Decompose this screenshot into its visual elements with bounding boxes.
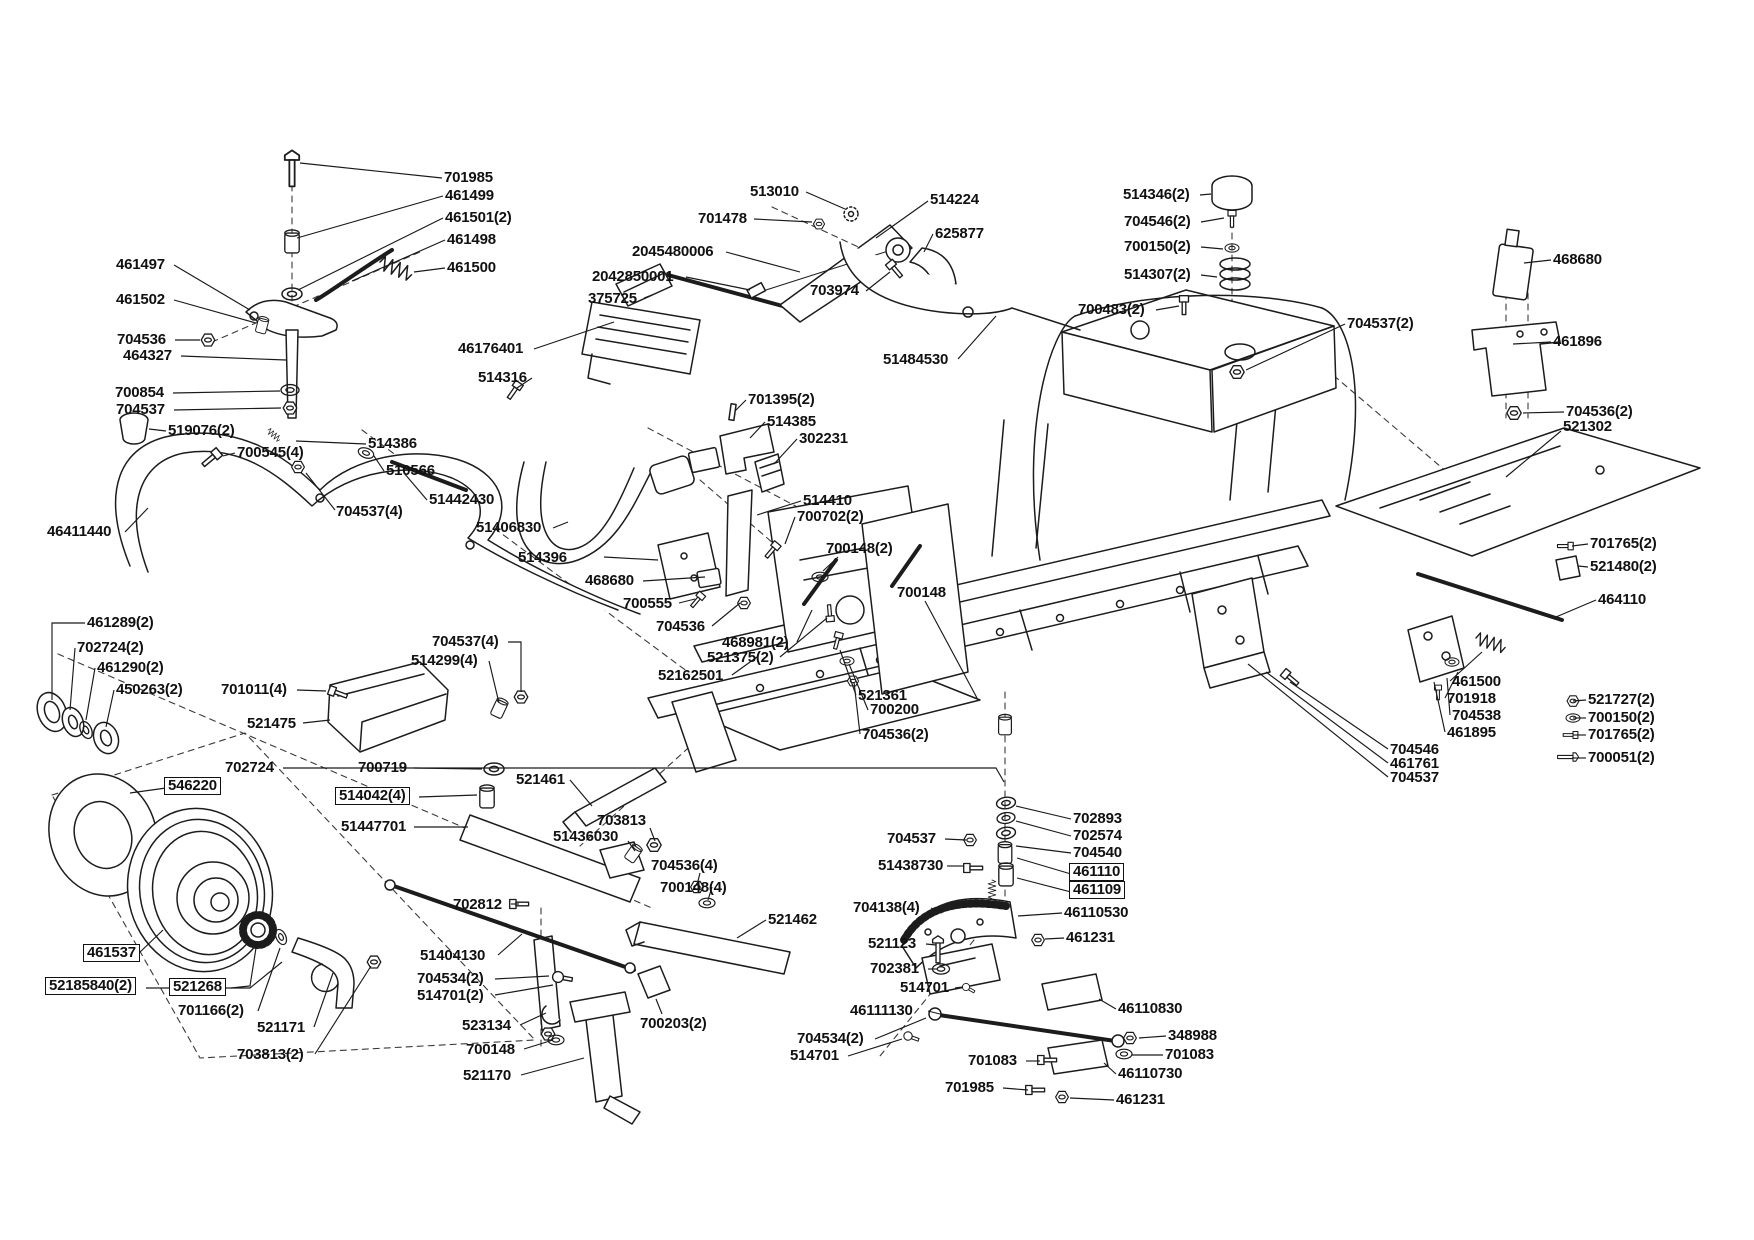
part-label-7001484: 700148(4) <box>660 879 727 896</box>
part-label-521170: 521170 <box>463 1067 512 1084</box>
part-label-7045374: 704537(4) <box>336 503 403 520</box>
part-label-7011662: 701166(2) <box>178 1002 244 1019</box>
leader-line <box>174 300 256 323</box>
part-label-51447701: 51447701 <box>341 818 407 835</box>
leader-line <box>174 408 281 410</box>
part-label-51436030: 51436030 <box>553 828 619 845</box>
part-label-7045362: 704536(2) <box>1566 403 1633 420</box>
leader-line <box>785 517 795 544</box>
part-label-7045374: 704537(4) <box>432 633 499 650</box>
leader-line <box>298 218 443 290</box>
leader-line <box>1290 682 1388 749</box>
part-label-702893: 702893 <box>1073 810 1122 827</box>
part-label-521302: 521302 <box>1563 418 1612 435</box>
part-label-514385: 514385 <box>767 413 816 430</box>
part-label-2045480006: 2045480006 <box>632 243 714 260</box>
part-label-7010114: 701011(4) <box>221 681 287 698</box>
part-label-514396: 514396 <box>518 549 567 566</box>
part-label-4502632: 450263(2) <box>116 681 183 698</box>
leader-line <box>656 999 662 1014</box>
part-label-7045372: 704537(2) <box>1347 315 1414 332</box>
leader-line <box>737 920 766 938</box>
part-label-2042850001: 2042850001 <box>592 268 674 285</box>
leader-line <box>315 966 371 1054</box>
part-label-7007022: 700702(2) <box>797 508 864 525</box>
part-label-700854: 700854 <box>115 384 164 401</box>
leader-line <box>1266 672 1388 763</box>
leader-line <box>125 508 148 532</box>
part-label-514224: 514224 <box>930 191 979 208</box>
leader-line <box>495 985 553 995</box>
leader-line <box>524 1040 553 1049</box>
part-label-521475: 521475 <box>247 715 296 732</box>
leader-line <box>1248 664 1388 777</box>
leader-line <box>173 391 280 393</box>
leader-line <box>679 599 695 603</box>
part-label-701083: 701083 <box>1165 1046 1214 1063</box>
part-label-461231: 461231 <box>1066 929 1115 946</box>
part-label-704538: 704538 <box>1452 707 1501 724</box>
leader-line <box>1045 938 1064 939</box>
part-label-514701: 514701 <box>900 979 949 996</box>
leader-line <box>231 948 256 988</box>
leader-line <box>643 577 705 581</box>
leader-line <box>712 603 740 626</box>
leader-line <box>414 268 445 272</box>
leader-line <box>1523 412 1564 413</box>
leader-line <box>757 501 801 515</box>
part-label-7001502: 700150(2) <box>1588 709 1655 726</box>
leader-line <box>1434 682 1445 732</box>
part-label-7027242: 702724(2) <box>77 639 144 656</box>
part-label-5142994: 514299(4) <box>411 652 478 669</box>
part-label-51442430: 51442430 <box>429 491 495 508</box>
part-label-701083: 701083 <box>968 1052 1017 1069</box>
leader-line <box>520 1013 546 1025</box>
part-label-51484530: 51484530 <box>883 351 949 368</box>
part-label-5140424: 514042(4) <box>335 787 410 805</box>
part-label-703813: 703813 <box>597 812 646 829</box>
part-label-700719: 700719 <box>358 759 407 776</box>
leader-line <box>754 219 812 222</box>
leader-line <box>1003 1088 1028 1090</box>
part-label-461110: 461110 <box>1069 863 1124 881</box>
leader-line <box>1513 342 1551 344</box>
part-label-7045342: 704534(2) <box>417 970 484 987</box>
part-label-514316: 514316 <box>478 369 527 386</box>
part-label-703974: 703974 <box>810 282 859 299</box>
part-label-5143462: 514346(2) <box>1123 186 1190 203</box>
leader-line <box>1506 431 1561 477</box>
part-label-514701: 514701 <box>790 1047 839 1064</box>
part-label-521123: 521123 <box>868 935 917 952</box>
part-label-461895: 461895 <box>1447 724 1496 741</box>
leader-line <box>644 295 652 298</box>
part-label-510566: 510566 <box>386 462 435 479</box>
part-label-51404130: 51404130 <box>420 947 486 964</box>
part-label-7004832: 700483(2) <box>1078 301 1145 318</box>
leader-line <box>1572 544 1588 546</box>
leader-line <box>866 272 890 291</box>
leader-line <box>875 1018 926 1039</box>
part-label-52162501: 52162501 <box>658 667 724 684</box>
part-label-4612892: 461289(2) <box>87 614 154 631</box>
part-label-700555: 700555 <box>623 595 672 612</box>
part-label-51406830: 51406830 <box>476 519 542 536</box>
part-label-704537: 704537 <box>887 830 936 847</box>
leader-line <box>149 429 166 431</box>
leader-line <box>1246 324 1345 370</box>
leader-line <box>138 930 163 954</box>
leader-line <box>1201 247 1223 249</box>
leader-line <box>352 240 445 281</box>
leader-line <box>774 439 797 464</box>
part-label-625877: 625877 <box>935 225 984 242</box>
leader-line <box>130 788 166 793</box>
part-label-523134: 523134 <box>462 1017 511 1034</box>
part-label-701918: 701918 <box>1447 690 1496 707</box>
leader-line <box>1201 275 1217 277</box>
part-label-521361: 521361 <box>858 687 907 704</box>
leader-line <box>958 316 996 359</box>
part-label-51438730: 51438730 <box>878 857 944 874</box>
leader-line <box>1017 878 1071 892</box>
part-label-468680: 468680 <box>1553 251 1602 268</box>
leader-line <box>1016 806 1071 819</box>
leader-line <box>306 473 335 510</box>
leader-line <box>1578 566 1588 567</box>
part-label-461498: 461498 <box>447 231 496 248</box>
part-label-701985: 701985 <box>945 1079 994 1096</box>
leader-line <box>1573 700 1586 701</box>
leader-line <box>686 277 750 290</box>
part-label-5147012: 514701(2) <box>417 987 484 1004</box>
part-label-46111130: 46111130 <box>850 1002 913 1019</box>
part-label-702574: 702574 <box>1073 827 1122 844</box>
part-label-464110: 464110 <box>1598 591 1647 608</box>
leader-line <box>840 650 856 695</box>
part-label-700200: 700200 <box>870 701 919 718</box>
leader-line <box>928 1011 944 1015</box>
leader-line <box>1099 999 1116 1009</box>
leader-line <box>508 642 521 692</box>
part-label-7000512: 700051(2) <box>1588 749 1655 766</box>
leader-line <box>1139 1036 1166 1038</box>
leader-line <box>297 196 443 238</box>
leader-line <box>931 908 942 913</box>
leader-line <box>924 234 933 252</box>
leader-line <box>955 987 963 988</box>
leader-line <box>650 828 655 841</box>
part-label-461109: 461109 <box>1069 881 1125 899</box>
part-label-5214802: 521480(2) <box>1590 558 1657 575</box>
part-label-521462: 521462 <box>768 911 817 928</box>
leader-line <box>735 400 746 411</box>
part-label-704540: 704540 <box>1073 844 1122 861</box>
part-label-348988: 348988 <box>1168 1027 1217 1044</box>
leader-line <box>534 322 614 349</box>
leader-line <box>223 453 235 456</box>
part-label-468680: 468680 <box>585 572 634 589</box>
part-label-46110730: 46110730 <box>1118 1065 1183 1082</box>
leader-line <box>1156 306 1179 310</box>
part-label-700148: 700148 <box>466 1041 515 1058</box>
leader-line <box>181 356 286 360</box>
part-label-702724: 702724 <box>225 759 274 776</box>
part-label-7017652: 701765(2) <box>1590 535 1657 552</box>
part-label-46411440: 46411440 <box>47 523 112 540</box>
leader-line <box>300 163 442 178</box>
leader-line <box>823 557 838 571</box>
part-label-461499: 461499 <box>445 187 494 204</box>
part-label-513010: 513010 <box>750 183 799 200</box>
part-label-702812: 702812 <box>453 896 502 913</box>
leader-line <box>1017 858 1071 874</box>
leader-line <box>726 252 800 272</box>
leader-line <box>489 661 499 703</box>
leader-line <box>419 795 477 797</box>
leader-line <box>604 557 658 560</box>
part-label-461761: 461761 <box>1390 755 1439 772</box>
leader-line <box>1070 1098 1114 1100</box>
part-label-7001482: 700148(2) <box>826 540 893 557</box>
leader-line <box>106 690 114 727</box>
part-label-461537: 461537 <box>83 944 140 962</box>
leader-line <box>374 456 384 471</box>
part-label-4612902: 461290(2) <box>97 659 164 676</box>
leader-line <box>86 668 95 720</box>
part-label-704537: 704537 <box>116 401 165 418</box>
part-label-7038132: 703813(2) <box>237 1046 304 1063</box>
leader-line <box>314 973 333 1027</box>
part-label-701985: 701985 <box>444 169 493 186</box>
leader-line <box>52 623 85 700</box>
leader-line <box>498 934 522 955</box>
part-label-4615012: 461501(2) <box>445 209 512 226</box>
leader-line <box>570 780 592 806</box>
part-label-7001502: 700150(2) <box>1124 238 1191 255</box>
part-label-5143072: 514307(2) <box>1124 266 1191 283</box>
part-label-46110530: 46110530 <box>1064 904 1129 921</box>
leader-line <box>1524 260 1551 263</box>
part-label-7045342: 704534(2) <box>797 1030 864 1047</box>
leader-line <box>925 601 977 698</box>
part-label-461502: 461502 <box>116 291 165 308</box>
part-label-4689812: 468981(2) <box>722 634 789 651</box>
part-label-704536: 704536 <box>117 331 166 348</box>
leader-line <box>1201 218 1224 222</box>
leader-line <box>1016 846 1071 853</box>
part-label-700148: 700148 <box>897 584 946 601</box>
leader-line <box>70 648 75 710</box>
part-label-461500: 461500 <box>447 259 496 276</box>
part-label-7045364: 704536(4) <box>651 857 718 874</box>
part-label-514386: 514386 <box>368 435 417 452</box>
part-label-461231: 461231 <box>1116 1091 1165 1108</box>
leader-line <box>1556 600 1596 617</box>
part-label-546220: 546220 <box>164 777 221 795</box>
leader-line <box>806 192 845 209</box>
leader-line <box>1016 821 1071 836</box>
part-label-461497: 461497 <box>116 256 165 273</box>
leader-line <box>876 201 928 238</box>
part-label-521858402: 52185840(2) <box>45 977 136 995</box>
part-label-521461: 521461 <box>516 771 565 788</box>
part-label-7013952: 701395(2) <box>748 391 815 408</box>
part-label-702381: 702381 <box>870 960 919 977</box>
part-label-521171: 521171 <box>257 1019 306 1036</box>
part-label-704537: 704537 <box>1390 769 1439 786</box>
part-label-5217272: 521727(2) <box>1588 691 1655 708</box>
part-label-704536: 704536 <box>656 618 705 635</box>
part-label-46176401: 46176401 <box>458 340 524 357</box>
part-label-375725: 375725 <box>588 290 637 307</box>
leader-line <box>1200 194 1211 195</box>
part-label-7045462: 704546(2) <box>1124 213 1191 230</box>
part-label-704546: 704546 <box>1390 741 1439 758</box>
leader-line <box>495 976 549 979</box>
part-label-7041384: 704138(4) <box>853 899 920 916</box>
part-label-5190762: 519076(2) <box>168 422 235 439</box>
part-label-7002032: 700203(2) <box>640 1015 707 1032</box>
leader-line <box>750 422 765 438</box>
leader-line <box>521 1058 584 1075</box>
part-label-5213752: 521375(2) <box>707 649 774 666</box>
leader-line <box>303 720 330 723</box>
part-label-302231: 302231 <box>799 430 848 447</box>
part-label-464327: 464327 <box>123 347 172 364</box>
part-label-514410: 514410 <box>803 492 852 509</box>
part-label-701478: 701478 <box>698 210 747 227</box>
part-label-46110830: 46110830 <box>1118 1000 1183 1017</box>
leader-line <box>1018 913 1062 916</box>
part-label-461896: 461896 <box>1553 333 1602 350</box>
part-label-521268: 521268 <box>169 978 226 996</box>
leader-line <box>628 841 635 851</box>
part-label-7005454: 700545(4) <box>237 444 304 461</box>
part-label-461500: 461500 <box>1452 673 1501 690</box>
leader-line <box>553 522 568 528</box>
part-label-7017652: 701765(2) <box>1588 726 1655 743</box>
leader-line <box>1104 1063 1116 1074</box>
leader-line <box>296 441 366 444</box>
leader-line <box>297 690 326 691</box>
leader-line <box>926 944 936 945</box>
leader-line <box>945 839 966 840</box>
part-label-7045362: 704536(2) <box>862 726 929 743</box>
